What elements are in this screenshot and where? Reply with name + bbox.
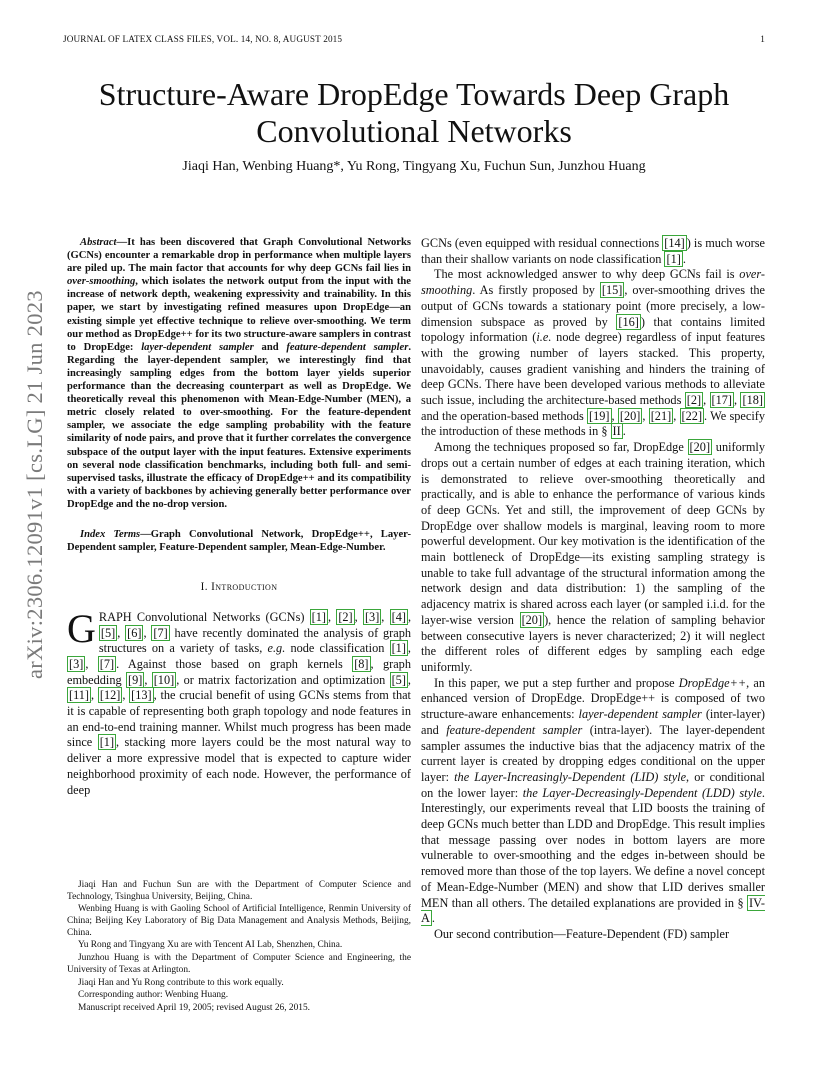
citation-link[interactable]: [20] xyxy=(619,408,641,423)
body-text: The most acknowledged answer to why deep GCNs fail is xyxy=(434,267,740,282)
index-terms-text: —Graph Convolutional Network, DropEdge++, Layer-Dependent sampler, Feature-Dependent sampler, Mean-Edge-Number. xyxy=(67,528,411,554)
body-text: uniformly drops out a certain number of edges at each training iteration, which is demonstrated to relieve over-smoothing theoretically and practically, and is able to enhance the performance of various kinds of deep GCNs. Yet and still, the improvement of deep GCNs by DropEdge over shallow models is marginal, leaving room to more powerful development. Our key motivation is the identification of the main bottleneck of DropEdge—its existing sampling strategy is unable to take full advantage of the structural information among the network design and data distribution: 1) the sampling of the adjacency matrix is shared across each layer (or sampled i.i.d. for the layer-wise version xyxy=(421,440,765,627)
body-text: GCNs (even equipped with residual connections xyxy=(421,236,663,250)
citation-link[interactable]: [20] xyxy=(689,440,711,455)
author-list: Jiaqi Han, Wenbing Huang*, Yu Rong, Tingyang Xu, Fuchun Sun, Junzhou Huang xyxy=(182,159,646,174)
citation-link[interactable]: [1] xyxy=(391,641,406,656)
section-title: Introduction xyxy=(211,581,278,594)
body-text: ) that contains limited topology information ( xyxy=(421,314,766,345)
citation-link[interactable]: [3] xyxy=(364,609,380,624)
section-link[interactable]: IV-A xyxy=(421,895,765,926)
paper-title: Structure-Aware DropEdge Towards Deep Graph Convolutional Networks xyxy=(98,76,730,149)
citation-link[interactable]: [20] xyxy=(521,612,543,627)
citation-link[interactable]: [21] xyxy=(650,408,672,423)
footnote: Jiaqi Han and Fuchun Sun are with the Department of Computer Science and Technology, Tsinghua University, Beijing, China. xyxy=(67,880,411,902)
intro-text: node classification xyxy=(285,641,390,656)
body-paragraph: The most acknowledged answer to why deep GCNs fail is over-smoothing. As firstly proposed by [15] , over-smoothing drives the output of GCNs towards a stationary point (more precisely, a low-dimension subspace as proved by [16] ) that contains limited topology information (i.e. node degree) regardless of input features with the growing number of layers stacked. This property, unavoidably, causes gradient vanishing and hinders the training of deep GCNs. There have been developed various methods to alleviate such issue, including the architecture-based methods [2] , [17] , [18] and the operation-based methods [19] , [20] , [21] , [22] . We specify the introduction of these methods in § II . xyxy=(421,267,766,439)
citation-link[interactable]: [17] xyxy=(711,393,733,408)
citation-link[interactable]: [7] xyxy=(99,656,115,671)
section-link[interactable]: II xyxy=(612,424,621,439)
citation-link[interactable]: [5] xyxy=(391,672,406,687)
abstract-text: , which isolates the network output from the input with the increase of network depth, weakening expressivity and trainability. In this paper, we start by investigating refined measures upon DropEdge—an existing simple yet effective technique to relieve over-smoothing. We term our method as DropEdge++ for its two structure-aware samplers in contrast to DropEdge: xyxy=(67,276,411,353)
body-text: (intra-layer). The layer-dependent sampler assumes the inductive bias that the adjacency matrix of the current layer is created by dropping edges conditional on the upper layer: xyxy=(421,722,766,784)
body-emph: DropEdge++ xyxy=(678,675,747,690)
footnote: Manuscript received April 19, 2005; revised August 26, 2015. xyxy=(78,1003,310,1014)
right-column xyxy=(421,236,765,943)
footnotes xyxy=(67,880,411,1016)
footnote: Junzhou Huang is with the Department of Computer Science and Engineering, the University of Texas at Arlington. xyxy=(67,953,411,975)
intro-text: , or matrix factorization and optimization xyxy=(176,672,390,687)
body-text: In this paper, we put a step further and propose xyxy=(434,675,679,690)
footnote: Jiaqi Han and Yu Rong contribute to this work equally. xyxy=(78,977,284,988)
body-paragraph xyxy=(421,927,765,943)
intro-paragraph: GRAPH Convolutional Networks (GCNs) [1] , [2] , [3] , [4] , [5] , [6] , [7] have recently dominated the analysis of graph structures on a variety of tasks, e.g. node classification [1] , [3] , [7] . Against those based on graph kernels [8] , graph embedding [9] , [10] , or matrix factorization and optimization [5] , [11] , [12] , [13] , the crucial benefit of using GCNs stems from that it is capable of representing both graph topology and node features in an end-to-end training manner. Whilst much progress has been made since [1] , stacking more layers could be the most natural way to deliver a more expressive model that is expected to capture wider neighborhood proximity of each node. However, the performance of deep xyxy=(67,605,412,797)
citation-link[interactable]: [12] xyxy=(99,688,121,703)
page-number: 1 xyxy=(760,34,765,44)
citation-link[interactable]: [11] xyxy=(69,688,90,703)
citation-link[interactable]: [3] xyxy=(69,656,84,671)
footnote: Yu Rong and Tingyang Xu are with Tencent AI Lab, Shenzhen, China. xyxy=(78,940,343,951)
left-column xyxy=(67,236,411,798)
abstract-text: —It has been discovered that Graph Convolutional Networks (GCNs) encounter a remarkable drop in performance when multiple layers are piled up. The main factor that accounts for why deep GCNs fail lies in xyxy=(67,237,411,275)
citation-link[interactable]: [7] xyxy=(153,625,168,640)
journal-name: JOURNAL OF LATEX CLASS FILES, VOL. 14, NO. 8, AUGUST 2015 xyxy=(63,34,343,44)
arxiv-stamp: arXiv:2306.12091v1 [cs.LG] 21 Jun 2023 xyxy=(22,290,47,680)
body-emph: the Layer-Decreasingly-Dependent (LDD) style xyxy=(522,785,762,800)
body-text: , over-smoothing drives the output of GCNs towards a stationary point (more precisely, a low-dimension subspace as proved by xyxy=(421,283,766,329)
body-text: , or conditional on the lower layer: xyxy=(421,769,765,800)
body-emph: i.e. xyxy=(536,330,552,345)
citation-link[interactable]: [13] xyxy=(131,688,152,703)
body-text: Our second contribution—Feature-Dependent (FD) sampler xyxy=(434,926,730,941)
citation-link[interactable]: [14] xyxy=(664,236,685,250)
citation-link[interactable]: [1] xyxy=(99,735,115,750)
body-text: Among the techniques proposed so far, DropEdge xyxy=(434,440,688,455)
citation-link[interactable]: [16] xyxy=(618,314,639,329)
citation-link[interactable]: [6] xyxy=(127,625,142,640)
body-text: ) is much worse than their shallow variants on node classification xyxy=(421,236,765,266)
abstract-text: . Regarding the layer-dependent sampler, we interestingly find that increasingly sampling edges from the bottom layer yields superior performance than the decreasing counterpart as well as DropEdge. We theoretically reveal this phenomenon with Mean-Edge-Number (MEN), a metric closely related to over-smoothing. For the feature-dependent sampler, we associate the edge sampling probability with the feature similarity of node pairs, and prove that it further correlates the convergence subspace of the output layer with the input features. Extensive experiments on several node classification benchmarks, including both full- and semi- supervised tasks, illustrate the efficacy of DropEdge++ and its compatibility with a variety of backbones by achieving generally better performance over DropEdge and the no-drop version. xyxy=(67,341,411,510)
abstract-label: Abstract xyxy=(80,237,117,248)
body-text: , an enhanced version of DropEdge. DropEdge++ is composed of two structure-aware enhancements: xyxy=(421,675,765,722)
footnote: Corresponding author: Wenbing Huang. xyxy=(78,990,229,1001)
citation-link[interactable]: [15] xyxy=(601,283,623,298)
body-text: . xyxy=(682,251,686,266)
intro-text: , graph embedding xyxy=(67,656,411,687)
body-text: . Interestingly, our experiments reveal that LID boosts the training of deep GCNs much better than LDD and DropEdge. This result implies that message passing over nodes in bottom layers are more vulnerable to over-smoothing and the edges in-between should be removed more than those of the top layers. We define a novel concept of Mean-Edge-Number (MEN) and show that LID derives smaller MEN than all others. The detailed explanations are provided in § xyxy=(421,785,765,910)
body-emph: feature-dependent sampler xyxy=(446,722,583,737)
intro-text: , stacking more layers could be the most natural way to deliver a more expressive model that is expected to capture wider neighborhood proximity of each node. However, the performance of deep xyxy=(67,735,412,797)
section-heading xyxy=(67,580,411,596)
citation-link[interactable]: [22] xyxy=(681,408,703,423)
citation-link[interactable]: [2] xyxy=(686,393,702,408)
body-emph: layer-dependent sampler xyxy=(578,707,702,722)
body-text: . xyxy=(431,911,435,926)
body-text: . xyxy=(622,424,626,439)
citation-link[interactable]: [2] xyxy=(338,609,353,624)
running-header xyxy=(63,34,765,44)
citation-link[interactable]: [18] xyxy=(742,393,763,408)
abstract-emph: over-smoothing xyxy=(67,276,136,288)
intro-text: , the crucial benefit of using GCNs stems from that it is capable of representing both graph topology and node features in an end-to-end training manner. Whilst much progress has been made since xyxy=(67,688,411,750)
abstract-text: and xyxy=(253,341,287,353)
intro-text: RAPH Convolutional Networks (GCNs) xyxy=(98,609,310,624)
citation-link[interactable]: [19] xyxy=(589,408,610,423)
citation-link[interactable]: [5] xyxy=(100,625,116,640)
section-number: I. xyxy=(200,581,208,594)
intro-text: . Against those based on graph kernels xyxy=(116,656,353,671)
body-paragraph xyxy=(421,236,765,267)
intro-emph: e.g. xyxy=(267,641,286,656)
index-terms xyxy=(67,528,411,554)
body-text: . As firstly proposed by xyxy=(472,283,600,298)
drop-cap: G xyxy=(67,605,96,651)
abstract xyxy=(67,236,411,511)
body-text: . We specify the introduction of these methods in § xyxy=(421,408,766,439)
intro-text: have recently dominated the analysis of graph structures on a variety of tasks, xyxy=(98,625,411,656)
abstract-emph: feature-dependent sampler xyxy=(286,341,409,353)
body-text: (inter-layer) and xyxy=(421,707,765,737)
body-text: and the operation-based methods xyxy=(421,408,588,423)
citation-link[interactable]: [4] xyxy=(391,609,406,624)
citation-link[interactable]: [9] xyxy=(127,672,143,687)
footnote: Wenbing Huang is with Gaoling School of Artificial Intelligence, Renmin University of China; Beijing Key Laboratory of Big Data Management and Analysis Methods, Beijing, China. xyxy=(67,904,411,938)
index-terms-label: Index Terms xyxy=(80,528,141,540)
citation-link[interactable]: [1] xyxy=(311,609,327,624)
citation-link[interactable]: [1] xyxy=(666,251,681,266)
body-emph: over-smoothing xyxy=(421,267,765,298)
abstract-emph: layer-dependent sampler xyxy=(141,341,254,353)
body-text: node degree) regardless of input features with the growing number of layers stacked. This property, unavoidably, causes gradient vanishing and hinders the training of deep GCNs. There have been developed various methods to alleviate such issue, including the architecture-based methods xyxy=(421,330,765,408)
body-emph: the Layer-Increasingly-Dependent (LID) style xyxy=(454,769,687,784)
body-paragraph xyxy=(421,440,765,676)
citation-link[interactable]: [10] xyxy=(153,672,175,687)
body-text: ), hence the relation of sampling behavior between consecutive layers is never characterized; 2) it will neglect the different roles of different edges by sampling each edge uniformly. xyxy=(421,612,765,674)
citation-link[interactable]: [8] xyxy=(354,656,369,671)
body-paragraph xyxy=(421,676,765,927)
